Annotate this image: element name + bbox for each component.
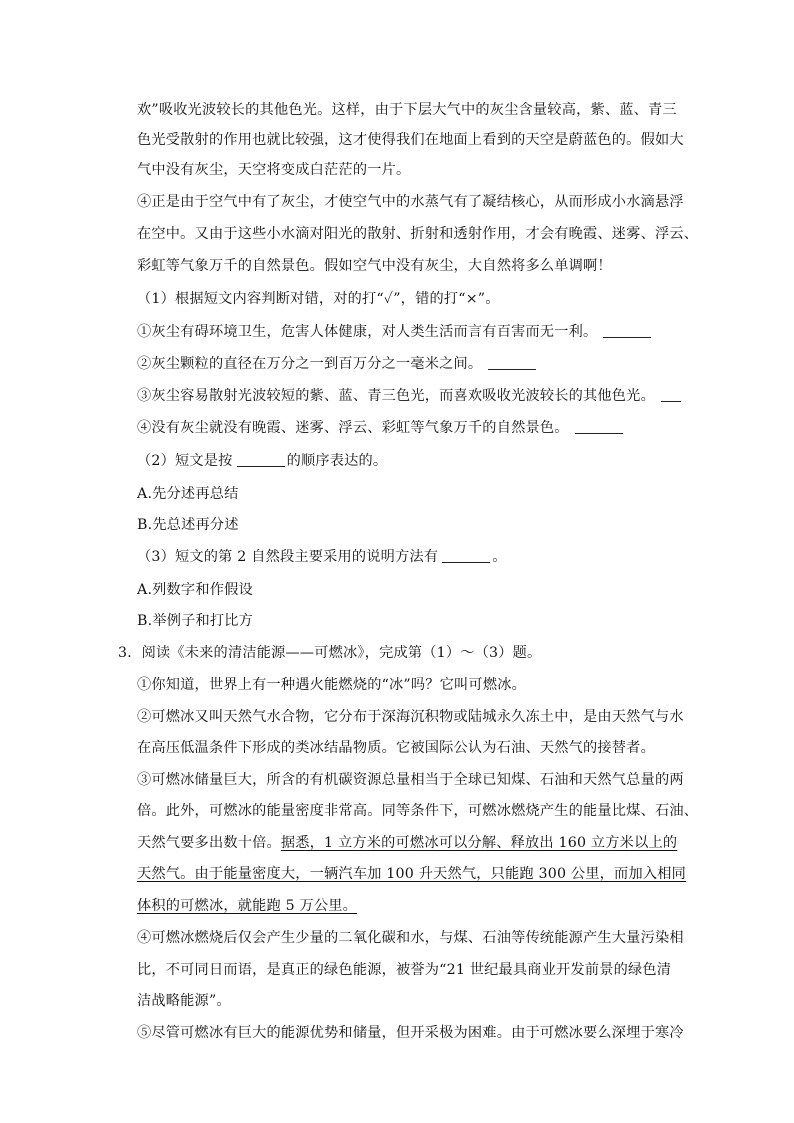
option-a: A.列数字和作假设 <box>137 582 253 598</box>
question-3-prefix: （3）短文的第 2 自然段主要采用的说明方法有 <box>137 549 439 565</box>
underlined-text: 天然气。由于能量密度大，一辆汽车加 100 升天然气，只能跑 300 公里，而加入相同 <box>137 866 686 882</box>
paragraph-1: ①你知道，世界上有一种遇火能燃烧的“冰”吗？它叫可燃冰。 <box>137 677 526 693</box>
section-3-heading: 3．阅读《未来的清洁能源——可燃冰》，完成第（1）～（3）题。 <box>118 645 542 661</box>
underlined-text: 体积的可燃冰，就能跑 5 万公里。 <box>137 898 358 914</box>
paragraph-5: ⑤尽管可燃冰有巨大的能源优势和储量，但开采极为困难。由于可燃冰要么深埋于寒冷 <box>137 1025 684 1041</box>
passage-line: 在空中。又由于这些小水滴对阳光的散射、折射和透射作用，才会有晚霞、迷雾、浮云、 <box>137 226 699 242</box>
question-1: （1）根据短文内容判断对错，对的打“✓”，错的打“×”。 <box>137 291 500 307</box>
paragraph-3-line <box>137 864 686 884</box>
judge-item-3 <box>137 386 677 406</box>
underlined-text: 据悉，1 立方米的可燃冰可以分解、释放出 160 立方米以上的 <box>280 835 678 851</box>
judge-item-text: ②灰尘颗粒的直径在万分之一到百万分之一毫米之间。 <box>137 356 483 372</box>
answer-blank[interactable] <box>575 419 623 434</box>
paragraph-4-line: 比，不可同日而语，是真正的绿色能源，被誉为“21 世纪最具商业开发前景的绿色清 <box>137 962 672 978</box>
answer-blank[interactable] <box>237 452 285 467</box>
paragraph-3-line: 倍。此外，可燃冰的能量密度非常高。同等条件下，可燃冰燃烧产生的能量比煤、石油、 <box>137 803 699 819</box>
plain-text: 天然气要多出数十倍。 <box>137 835 281 851</box>
passage-line: 欢”吸收光波较长的其他色光。这样，由于下层大气中的灰尘含量较高，紫、蓝、青三 <box>137 102 677 118</box>
paragraph-2-line: ②可燃冰又叫天然气水合物，它分布于深海沉积物或陆城永久冻土中，是由天然气与水 <box>137 709 684 725</box>
paragraph-4-line: 洁战略能源”。 <box>137 993 231 1009</box>
question-2-suffix: 的顺序表达的。 <box>286 453 388 469</box>
passage-line: 气中没有灰尘，天空将变成白茫茫的一片。 <box>137 162 411 178</box>
judge-item-text: ③灰尘容易散射光波较短的紫、蓝、青三色光，而喜欢吸收光波较长的其他色光。 <box>137 388 655 404</box>
answer-blank[interactable] <box>603 323 651 338</box>
judge-item-4 <box>137 418 677 438</box>
passage-line: 色光受散射的作用也就比较强，这才使得我们在地面上看到的天空是蔚蓝色的。假如大 <box>137 132 684 148</box>
question-3-suffix: 。 <box>492 549 507 565</box>
judge-item-2 <box>137 354 677 374</box>
answer-blank[interactable] <box>661 387 681 402</box>
passage-line: ④正是由于空气中有了灰尘，才使空气中的水蒸气有了凝结核心，从而形成小水滴悬浮 <box>137 194 684 210</box>
paragraph-3-line <box>137 896 677 916</box>
paragraph-4-line: ④可燃冰燃烧后仅会产生少量的二氧化碳和水，与煤、石油等传统能源产生大量污染相 <box>137 930 684 946</box>
answer-blank[interactable] <box>442 548 490 563</box>
answer-blank[interactable] <box>488 355 536 370</box>
question-2-prefix: （2）短文是按 <box>137 453 233 469</box>
option-a: A.先分述再总结 <box>137 486 239 502</box>
paragraph-2-line: 在高压低温条件下形成的类冰结晶物质。它被国际公认为石油、天然气的接替者。 <box>137 740 655 756</box>
judge-item-text: ④没有灰尘就没有晚霞、迷雾、浮云、彩虹等气象万千的自然景色。 <box>137 420 569 436</box>
question-3 <box>137 547 677 567</box>
judge-item-1 <box>137 322 677 342</box>
question-2 <box>137 451 677 471</box>
option-b: B.举例子和打比方 <box>137 613 254 629</box>
option-b: B.先总述再分述 <box>137 517 239 533</box>
passage-line: 彩虹等气象万千的自然景色。假如空气中没有灰尘，大自然将多么单调啊！ <box>137 258 612 274</box>
judge-item-text: ①灰尘有碍环境卫生，危害人体健康，对人类生活而言有百害而无一利。 <box>137 324 598 340</box>
paragraph-3-line: ③可燃冰储量巨大，所含的有机碳资源总量相当于全球已知煤、石油和天然气总量的两 <box>137 772 684 788</box>
paragraph-3-line <box>137 833 677 853</box>
